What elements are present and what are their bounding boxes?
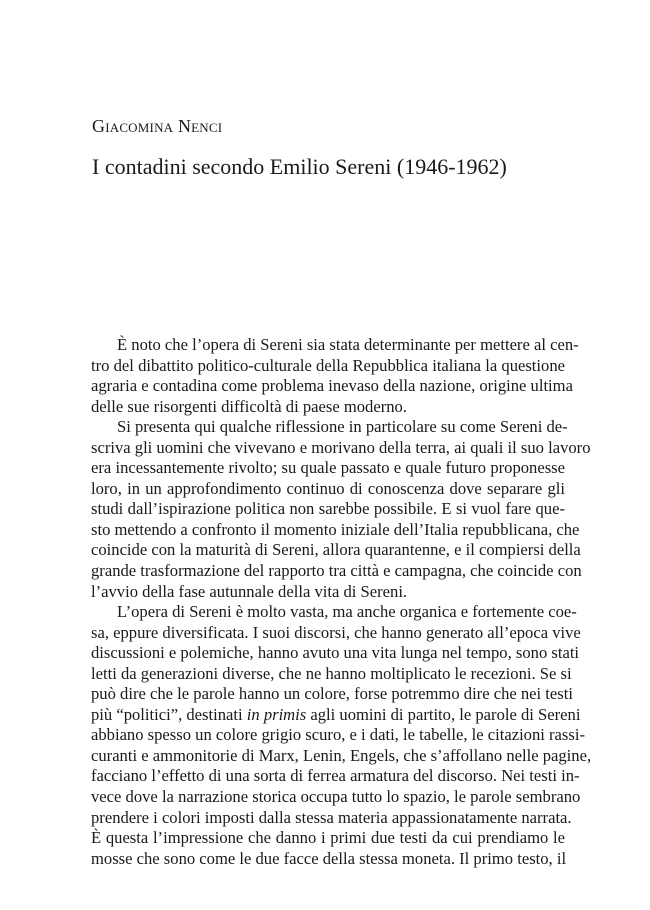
text-line: era incessantemente rivolto; su quale passato e quale futuro proponesse [91,458,565,478]
text-line: più “politici”, destinati in primis agli uomini di partito, le parole di Sereni [91,704,581,724]
text-line: È noto che l’opera di Sereni sia stata determinante per mettere al cen- [117,335,579,354]
text-line: può dire che le parole hanno un colore, forse potremmo dire che nei testi [91,684,573,704]
text-line: È questa l’impressione che danno i primi due testi da cui prendiamo le [91,828,565,848]
text-line: l’avvio della fase autunnale della vita di Sereni. [91,581,408,601]
text-line: letti da generazioni diverse, che ne hanno moltiplicato le recezioni. Se si [91,663,572,683]
text-line: facciano l’effetto di una sorta di ferrea armatura del discorso. Nei testi in- [91,766,580,786]
body-text [91,335,592,869]
text-line: vece dove la narrazione storica occupa tutto lo spazio, le parole sembrano [91,787,581,807]
author-last-name: Nenci [177,116,223,136]
text-line: coincide con la maturità di Sereni, allora quarantenne, e il compiersi della [91,540,581,560]
text-line: agraria e contadina come problema inevaso della nazione, origine ultima [91,376,573,396]
text-line: discussioni e polemiche, hanno avuto una vita lunga nel tempo, sono stati [91,643,580,663]
text-line: Si presenta qui qualche riflessione in particolare su come Sereni de- [117,417,568,437]
text-line: scriva gli uomini che vivevano e morivano della terra, ai quali il suo lavoro [91,437,591,457]
text-line: loro, in un approfondimento continuo di conoscenza dove separare gli [91,478,565,498]
italic-phrase: in primis [246,704,307,724]
chapter-title: I contadini secondo Emilio Sereni (1946-1962) [92,154,507,179]
text-line: sto mettendo a confronto il momento iniziale dell’Italia repubblicana, che [91,519,580,539]
author-name [92,116,222,137]
text-line: tro del dibattito politico-culturale della Repubblica italiana la questione [91,355,565,375]
text-line: L’opera di Sereni è molto vasta, ma anche organica e fortemente coe- [117,602,577,622]
text-line: delle sue risorgenti difficoltà di paese moderno. [91,396,407,416]
text-line: curanti e ammonitorie di Marx, Lenin, Engels, che s’affollano nelle pagine, [91,745,592,765]
text-line: sa, eppure diversificata. I suoi discorsi, che hanno generato all’epoca vive [91,622,581,642]
text-line: prendere i colori imposti dalla stessa materia appassionatamente narrata. [91,807,572,827]
text-line: grande trasformazione del rapporto tra città e campagna, che coincide con [91,561,582,581]
author-first-name: Giacomina [92,116,174,136]
text-line: abbiano spesso un colore grigio scuro, e i dati, le tabelle, le citazioni rassi- [91,725,585,745]
text-line: mosse che sono come le due facce della stessa moneta. Il primo testo, il [91,848,567,868]
text-line: studi dall’ispirazione politica non sarebbe possibile. E si vuol fare que- [91,499,565,519]
